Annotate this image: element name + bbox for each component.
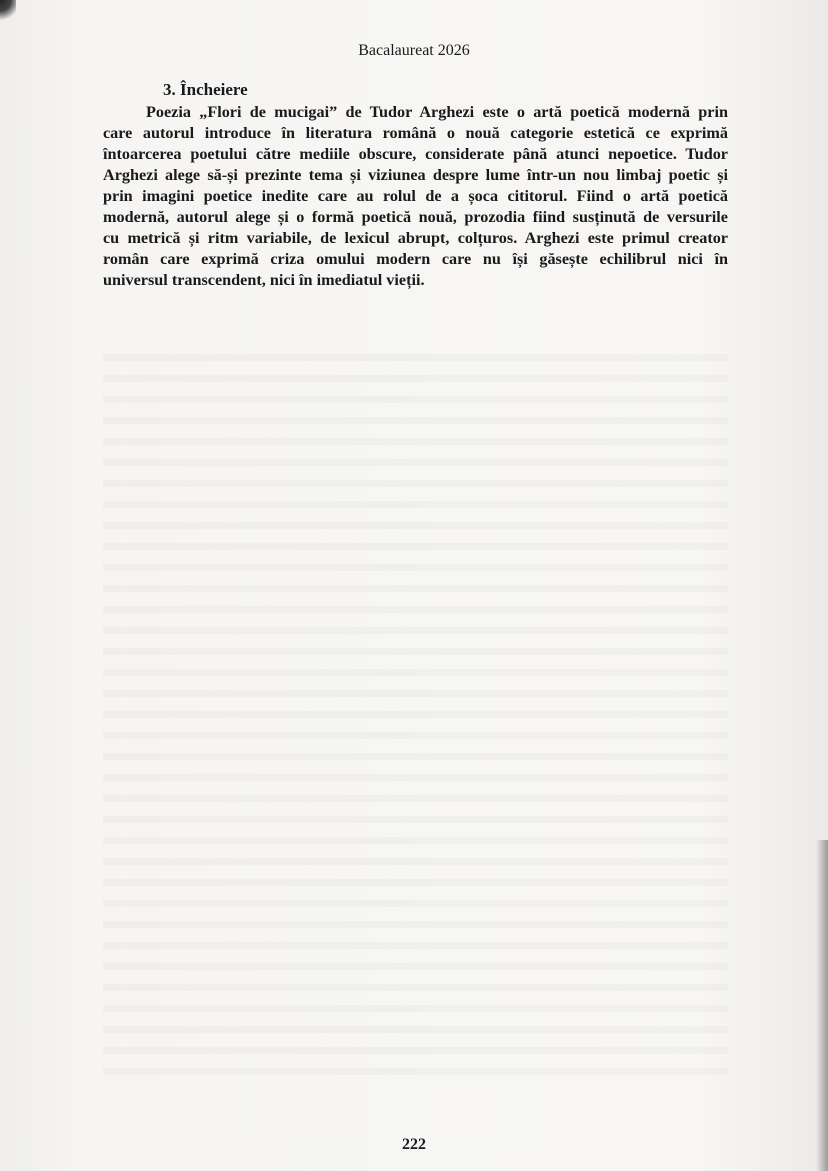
running-header: Bacalaureat 2026 — [358, 42, 470, 59]
paragraph-line: Arghezi alege să-și prezinte tema și viziunea despre lume într-un nou limbaj poetic și — [103, 166, 728, 184]
scan-shadow-corner — [0, 0, 16, 22]
paragraph-line: modernă, autorul alege și o formă poetică nouă, prozodia fiind susținută de versurile — [103, 208, 728, 226]
paragraph-line: român care exprimă criza omului modern care nu își găsește echilibrul nici în — [103, 250, 728, 268]
paragraph-line: care autorul introduce în literatura română o nouă categorie estetică ce exprimă — [103, 124, 728, 142]
paragraph-line: întoarcerea poetului către mediile obscure, considerate până atunci nepoetice. Tudor — [103, 145, 728, 163]
section-paragraph — [103, 102, 728, 291]
paragraph-line: prin imagini poetice inedite care au rolul de a șoca cititorul. Fiind o artă poetică — [103, 187, 728, 205]
paragraph-line: Poezia „Flori de mucigai” de Tudor Arghezi este o artă poetică modernă prin — [146, 103, 728, 121]
scan-edge-shadow — [816, 840, 828, 1171]
paragraph-line: cu metrică și ritm variabile, de lexicul abrupt, colțuros. Arghezi este primul creator — [103, 229, 728, 247]
paragraph-line: universul transcendent, nici în imediatul vieții. — [103, 271, 425, 289]
show-through-text — [103, 340, 728, 1080]
section-heading: 3. Încheiere — [163, 80, 248, 99]
page-number: 222 — [402, 1136, 426, 1153]
